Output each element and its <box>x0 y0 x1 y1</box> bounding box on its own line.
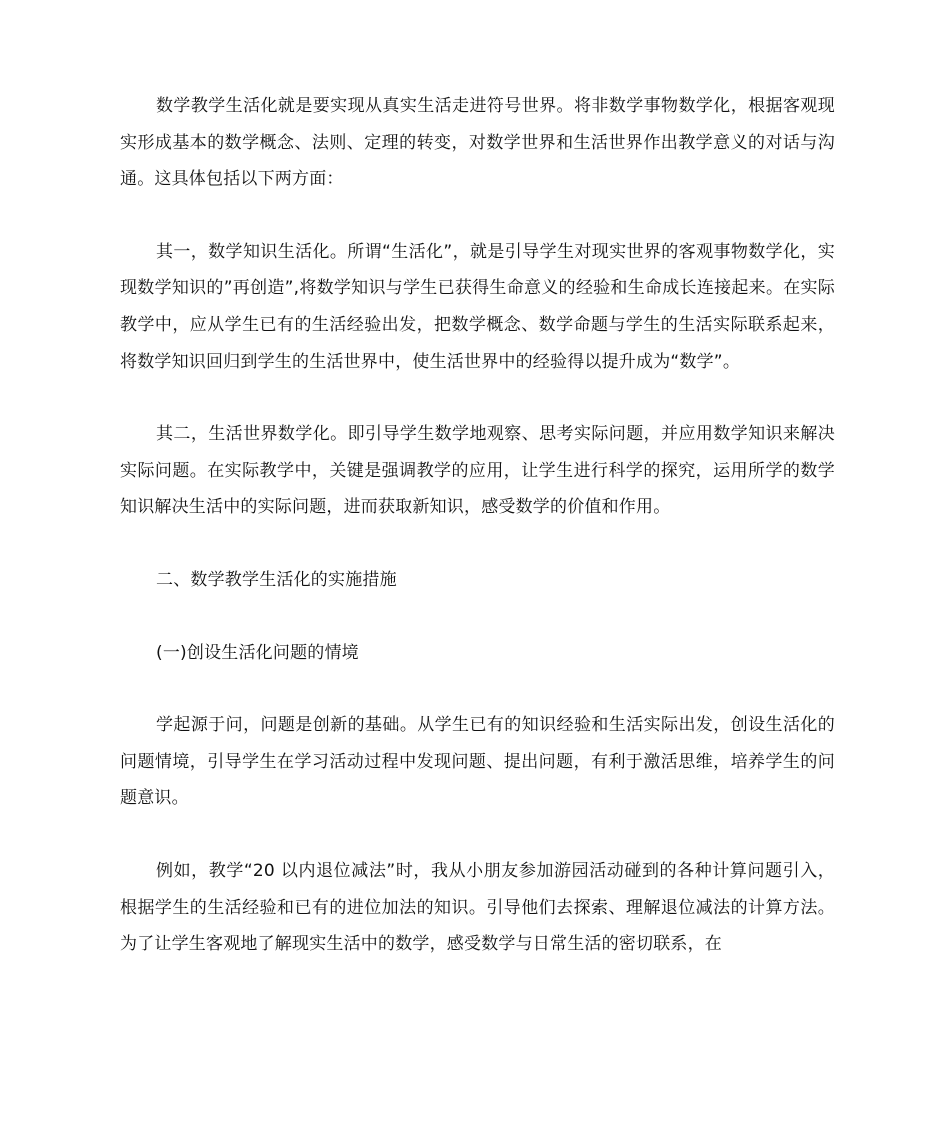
paragraph-example: 例如，教学“20 以内退位减法”时，我从小朋友参加游园活动碰到的各种计算问题引入，根据学生的生活经验和已有的进位加法的知识。引导他们去探索、理解退位减法的计算方法。为了让学生客观地了解现实生活中的数学，感受数学与日常生活的密切联系，在 <box>120 860 835 955</box>
paragraph-intro: 数学教学生活化就是要实现从真实生活走进符号世界。将非数学事物数学化，根据客观现实形成基本的数学概念、法则、定理的转变，对数学世界和生活世界作出教学意义的对话与沟通。这具体包括以下两方面： <box>120 96 835 190</box>
subsection-heading: (一)创设生活化问题的情境 <box>156 642 359 663</box>
paragraph-knowledge-life: 其一，数学知识生活化。所谓“生活化”，就是引导学生对现实世界的客观事物数学化，实现数学知识的”再创造”,将数学知识与学生已获得生命意义的经验和生命成长连接起来。在实际教学中，应从学生已有的生活经验出发，把数学概念、数学命题与学生的生活实际联系起来，将数学知识回归到学生的生活世界中，使生活世界中的经验得以提升成为“数学”。 <box>120 241 835 372</box>
document-body <box>120 88 835 999</box>
paragraph-problem-situation: 学起源于问，问题是创新的基础。从学生已有的知识经验和生活实际出发，创设生活化的问题情境，引导学生在学习活动过程中发现问题、提出问题，有利于激活思维，培养学生的问题意识。 <box>120 715 835 809</box>
section-heading: 二、数学教学生活化的实施措施 <box>156 569 397 590</box>
paragraph-life-math: 其二，生活世界数学化。即引导学生数学地观察、思考实际问题，并应用数学知识来解决实际问题。在实际教学中，关键是强调教学的应用，让学生进行科学的探究，运用所学的数学知识解决生活中的实际问题，进而获取新知识，感受数学的价值和作用。 <box>120 424 835 518</box>
